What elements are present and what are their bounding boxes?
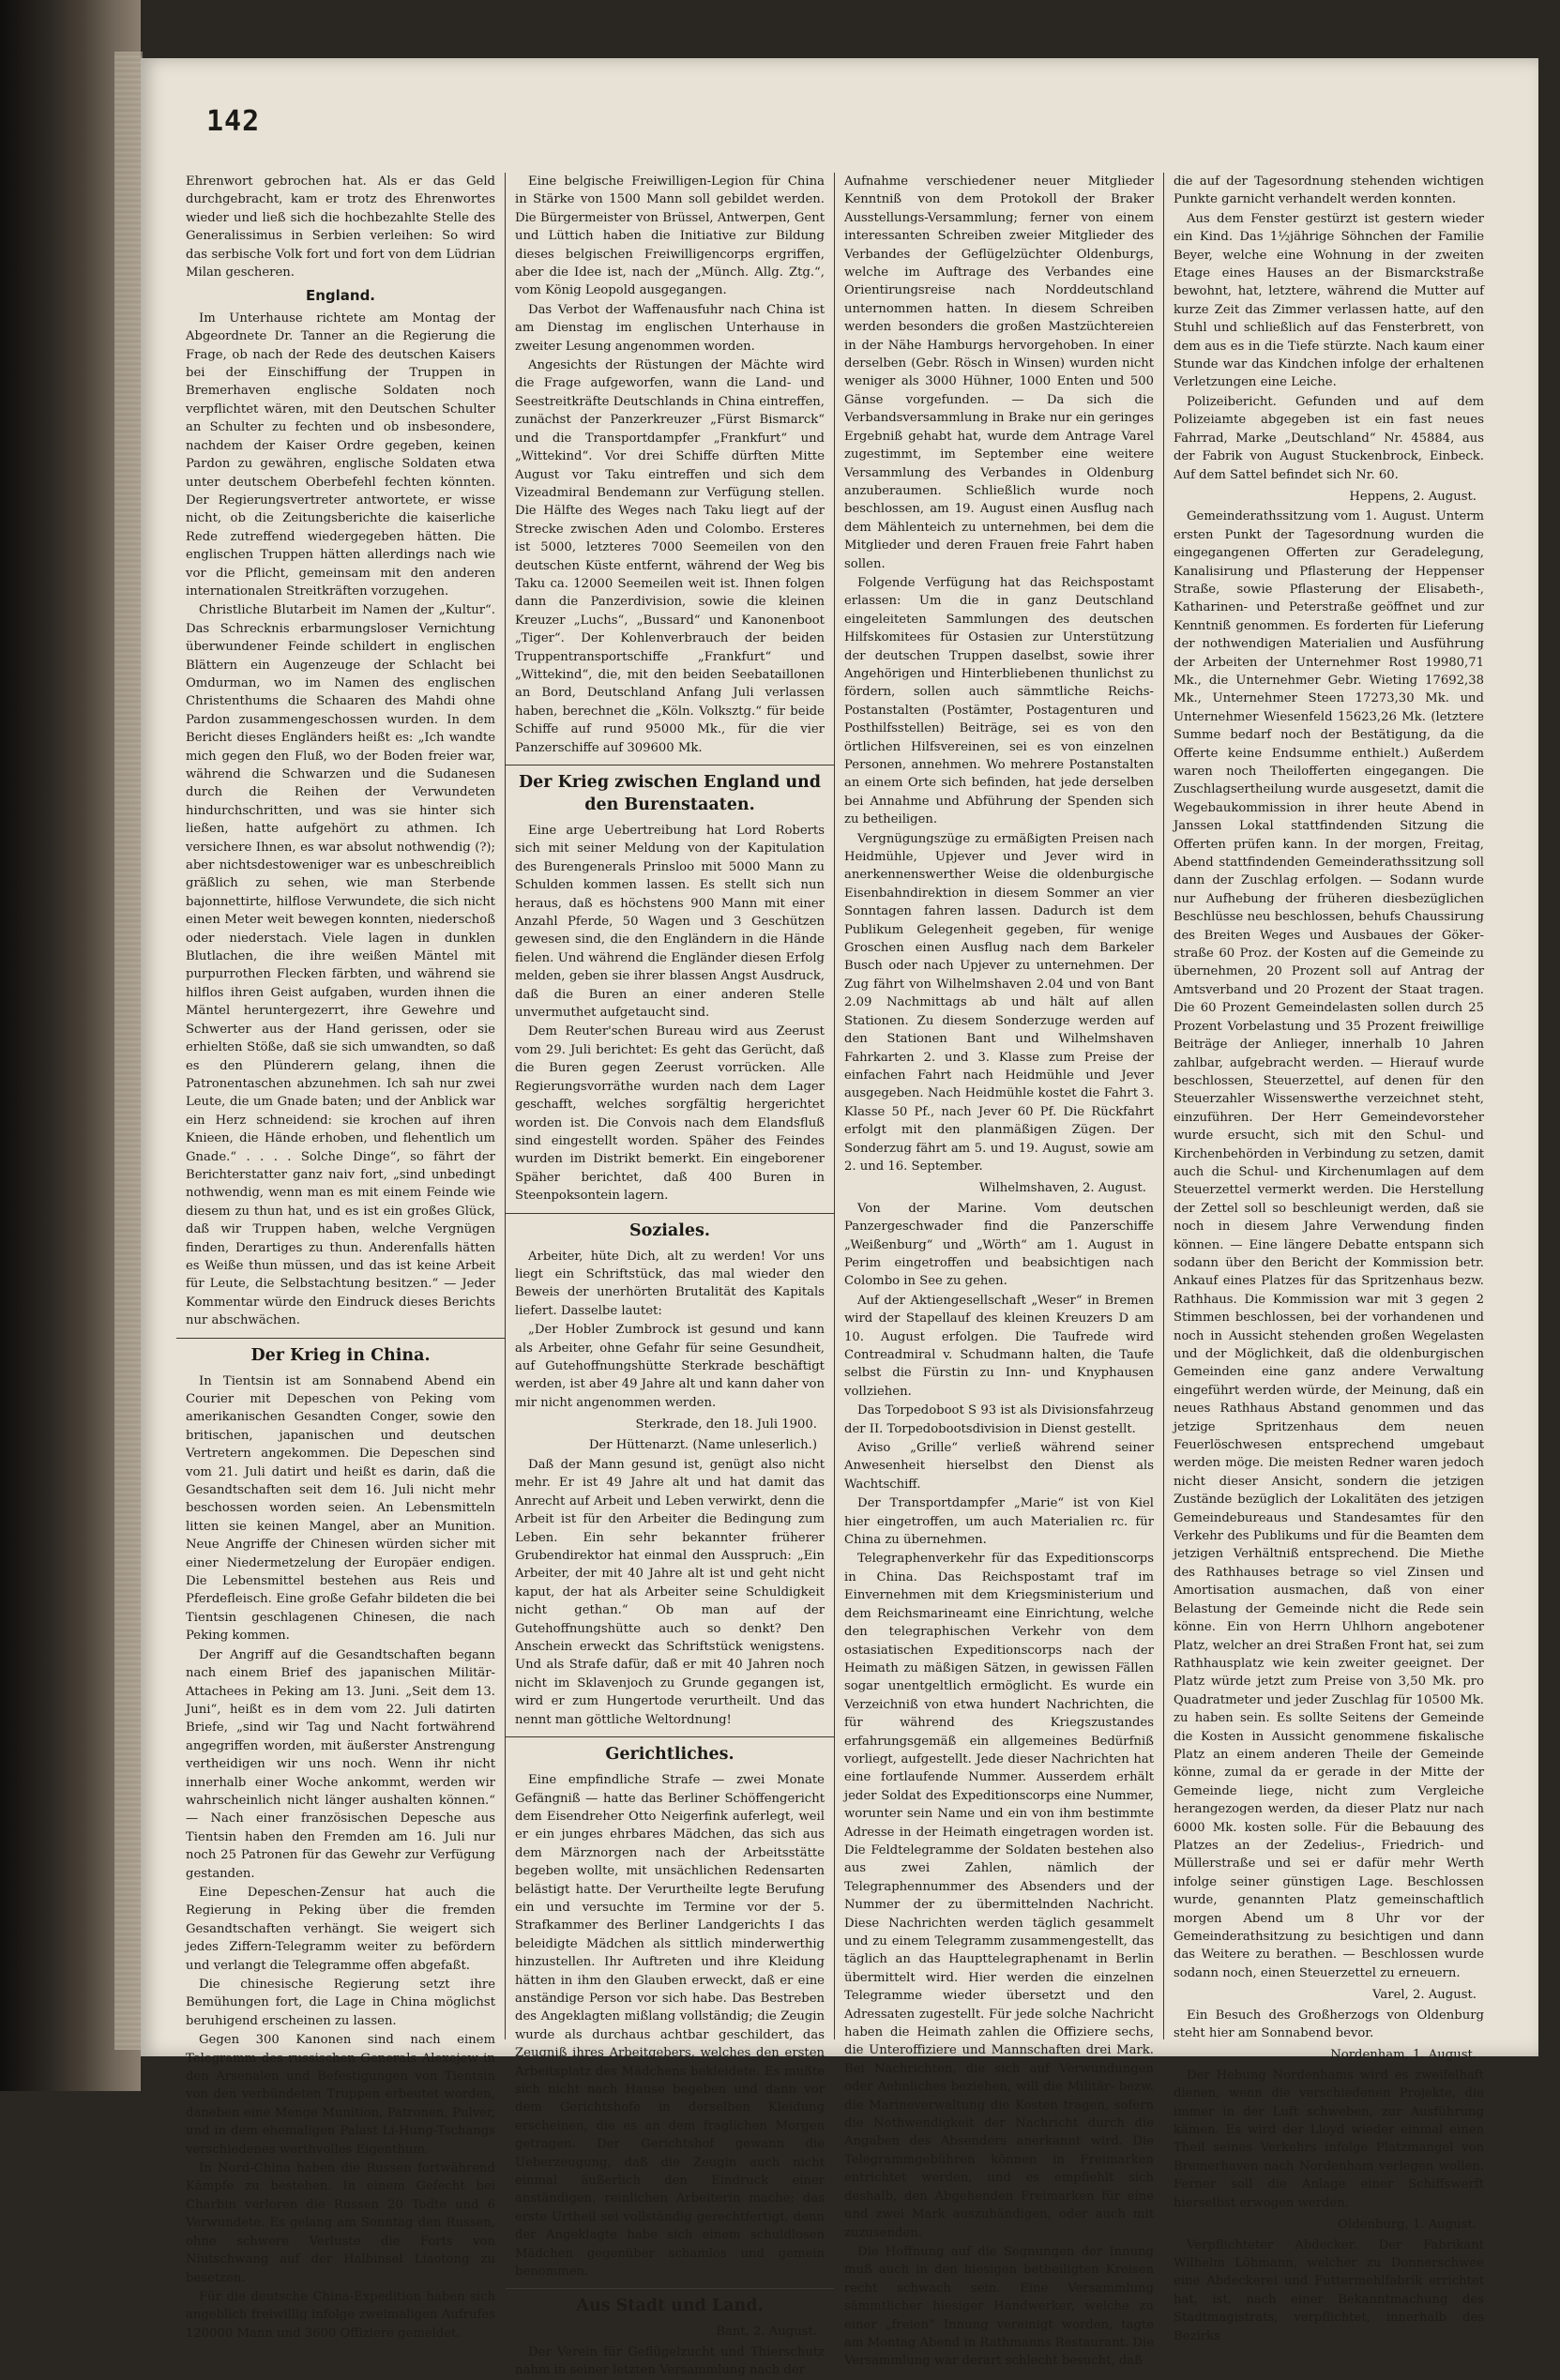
article-paragraph: Polizeibericht. Gefunden und auf dem Polizeiamte abgegeben ist ein fast neues Fahrrad, Marke „Deutschland“ Nr. 45884, aus der Fabrik von August Stuckenbrock, Einbeck. Auf dem Sattel befindet sich Nr. 60. [1174, 394, 1484, 482]
column-3 [835, 173, 1164, 2369]
article-paragraph: Arbeiter, hüte Dich, alt zu werden! Vor uns liegt ein Schriftstück, das mal wieder den Beweis der unerhörten Brutalität des Kapitals liefert. Dasselbe lautet: [515, 1249, 825, 1318]
article-paragraph: Angesichts der Rüstungen der Mächte wird die Frage aufgeworfen, wann die Land- und Seestreitkräfte Deutschlands in China eintreffen, zunächst der Panzerkreuzer „Fürst Bismarck“ und die Transportdampfer „Frankfurt“ und „Wittekind“. Vor drei Schiffe dürften Mitte August vor Taku eintreffen und sich dem Vizeadmiral Bendemann zur Verfügung stellen. Die Hälfte des Weges nach Taku liegt auf der Strecke zwischen Aden und Colombo. Ersteres ist 5000, letzteres 7000 Seemeilen von den deutschen Küste entfernt, während der Weg bis Taku ca. 12000 Seemeilen weit ist. Ihnen folgen dann die Panzerdivision, sowie die kleinen Kreuzer „Luchs“, „Bussard“ und Kanonenboot „Tiger“. Der Kohlenverbrauch der beiden Truppentransportschiffe „Frankfurt“ und „Wittekind“, die, mit den beiden Seebataillonen an Bord, Deutschland Anfang Juli verlassen haben, berechnet die „Köln. Volksztg.“ für beide Schiffe auf rund 95000 Mk., für die vier Panzerschiffe auf 309600 Mk. [515, 358, 825, 755]
column-rule [506, 1736, 834, 1737]
dateline: Bant, 2. August. [716, 2325, 817, 2340]
column-2 [506, 173, 835, 2378]
article-paragraph: Eine belgische Freiwilligen-Legion für China in Stärke von 1500 Mann soll gebildet werden. Die Bürgermeister von Brüssel, Antwerpen, Gent und Lüttich haben die Initiative zur Bildung dieses belgischen Freiwilligencorps ergriffen, aber die Idee ist, nach der „Münch. Allg. Ztg.“, vom König Leopold ausgegangen. [515, 174, 825, 298]
section-heading: Aus Stadt und Land. [576, 2297, 764, 2316]
article-paragraph: Der Verein für Geflügelzucht und Thierschutz nahm in seiner letzten Versammlung nach der [515, 2344, 825, 2378]
article-paragraph: Gemeinderathssitzung vom 1. August. Unterm ersten Punkt der Tagesordnung wurden die eingegangenen Offerten zur Geradelegung, Kanalisirung und Pflasterung der Heppenser Straße, sowie Pflasterung der Elisabeth-, Katharinen- und Peterstraße geöffnet und zur Kenntniß genommen. Es forderten für Lieferung der nothwendigen Materialien und Ausführung der Arbeiten der Unternehmer Rost 19980,71 Mk., die Unternehmer Gebr. Wieting 17692,38 Mk., Unternehmer Steen 17273,30 Mk. und Unternehmer Wiesenfeld 15623,26 Mk. (letztere Summe bedarf noch der Bestätigung, da die Offerte keine Endsumme enthielt.) Außerdem waren noch Theilofferten eingegangen. Die Zuschlagsertheilung wurde ausgesetzt, damit die Wegebaukommission in ihrer heute Abend in Janssen Lokal stattfindenden Sitzung die Offerten prüfen kann. In der morgen, Freitag, Abend stattfindenden Gemeinderathssitzung soll dann der Zuschlag erfolgen. — Sodann wurde nur Aufhebung der früheren diesbezüglichen Beschlüsse neu beschlossen, behufs Chaussirung des Breiten Weges und Ausbaues der Göker-straße 60 Proz. der Kosten auf die Gemeinde zu übernehmen, 20 Prozent soll auf Antrag der Amtsverband und 20 Prozent der Staat tragen. Die 60 Prozent Gemeindelasten sollen durch 25 Prozent Vorbelastung und 35 Prozent freiwillige Beiträge der Anlieger, innerhalb 10 Jahren zahlbar, aufgebracht werden. — Hierauf wurde beschlossen, Steuerzettel, auf denen für den Steuerzahler Wissenswerthe verzeichnet steht, einzuführen. Der Herr Gemeindevorsteher wurde ersucht, sich mit den Schul- und Kirchenbehörden in Verbindung zu setzen, damit auch die Schul- und Kirchenumlagen auf dem Steuerzettel vermerkt werden. Die Herstellung der Zettel soll so beschleunigt werden, daß sie noch in diesem Jahre Verwendung finden können. — Eine längere Debatte entspann sich sodann über den Bericht der Kommission betr. Ankauf eines Platzes für das Spritzenhaus bezw. Rathhaus. Die Kommission war mit 3 gegen 2 Stimmen beschlossen, bei der vorhandenen und noch in Aussicht stehenden großen Wegelasten und der Möglichkeit, daß die oldenburgischen Gemeinden eine ganz andere Verwaltung eingeführt werden würde, der Meinung, daß ein neues Rathhaus Abstand genommen und das jetzige Spritzenhaus dem neuen Feuerlöschwesen entsprechend umgebaut werden möge. Die meisten Redner waren jedoch nicht dieser Ansicht, sondern die jetzigen Zustände bezüglich der Lokalitäten des jetzigen Gemeindebureaus und Standesamtes für den Verkehr des Publikums und für die Beamten dem jetzigen Verhältniß entsprechend. Die Miethe des Rathhauses betrage so viel Zinsen und Amortisation ausmachen, daß von einer Belastung der Gemeinde nicht die Rede sein könne. Ein von Herrn Uhlhorn angebotener Platz, welcher an drei Straßen Front hat, sei zum Rathhausplatz wie kein zweiter geeignet. Der Platz würde jetzt zum Preise von 3,50 Mk. pro Quadratmeter und jeder Zuschlag für 10500 Mk. zu haben sein. Es sollte Seitens der Gemeinde die Kosten in Aussicht genommene fiskalische Platz an einem anderen Theile der Gemeinde könne, zumal da er gerade in der Mitte der Gemeinde liege, nicht zum Vergleiche herangezogen werden, da dieser Platz nur nach 6000 Mk. kosten solle. Für die Bebauung des Platzes an der Zedelius-, Friedrich- und Müllerstraße und sei er dafür mehr Werth infolge seiner günstigen Lage. Beschlossen wurde, genannten Platz gemeinschaftlich morgen Abend um 8 Uhr vor der Gemeinderathsitzung zu besichtigen und dann das Weitere zu berathen. — Beschlossen wurde sodann noch, einen Steuerzettel zu erneuern. [1174, 509, 1484, 1980]
article-paragraph: Aviso „Grille“ verließ während seiner Anwesenheit hierselbst den Dienst als Wachtschiff. [844, 1441, 1154, 1492]
text-columns [176, 173, 1494, 2378]
article-paragraph: Die chinesische Regierung setzt ihre Bemühungen fort, die Lage in China möglichst beruhigend erscheinen zu lassen. [186, 1978, 495, 2028]
dateline: Wilhelmshaven, 2. August. [978, 1181, 1146, 1196]
article-paragraph: Auf der Aktiengesellschaft „Weser“ in Bremen wird der Stapellauf des kleinen Kreuzers D am 10. August erfolgen. Die Taufrede wird Contreadmiral v. Schudmann halten, die Taufe selbst die Fürstin zu Inn- und Knyphausen vollziehen. [844, 1293, 1154, 1399]
article-paragraph: In Nord-China haben die Russen fortwährend Kämpfe zu bestehen. In einem Gefecht bei Charbin verloren die Russen 20 Todte und 6 Verwundete. Es gelang am Sonntag den Russen, ohne schwere Verluste die Forts von Niutschwang auf der Halbinsel Liaotong zu besetzen. [186, 2161, 495, 2285]
article-paragraph: „Der Hobler Zumbrock ist gesund und kann als Arbeiter, ohne Gefahr für seine Gesundheit, auf Gutehoffnungshütte Sterkrade beschäftigt werden, ist aber 49 Jahre alt und kann daher von mir nicht angenommen werden. [515, 1323, 825, 1410]
newspaper-page [141, 58, 1538, 2378]
dateline: Sterkrade, den 18. Juli 1900. [635, 1417, 817, 1433]
article-paragraph: Ein Besuch des Großherzogs von Oldenburg steht hier am Sonnabend bevor. [1174, 2008, 1484, 2041]
column-rule [176, 1338, 505, 1339]
column-4 [1164, 173, 1493, 2343]
article-paragraph: Eine arge Uebertreibung hat Lord Roberts sich mit seiner Meldung von der Kapitulation des Burengenerals Prinsloo mit 5000 Mann zu Schulden kommen lassen. Es stellt sich nun heraus, daß es höchstens 900 Mann mit einer Anzahl Pferde, 50 Wagen und 3 Geschützen gewesen sind, die den Engländern in die Hände fielen. Und während die Engländer diesen Erfolg melden, geben sie ihrer blassen Angst Ausdruck, daß die Buren an einer anderen Stelle unvermuthet aufgetaucht sind. [515, 824, 825, 1021]
article-paragraph: Christliche Blutarbeit im Namen der „Kultur“. Das Schrecknis erbarmungsloser Vernichtung überwundener Feinde schildert in englischen Blättern ein Augenzeuge der Schlacht bei Omdurman, wo im Namen des englischen Christenthums die Schaaren des Mahdi ohne Pardon zusammengeschossen wurden. In dem Bericht dieses Engländers heißt es: „Ich wandte mich gegen den Fluß, wo der Boden freier war, während die Schwarzen und die Sudanesen durch die Reihen der Verwundeten hindurchschritten, und was sie hinter sich ließen, hatte aufgehört zu athmen. Ich versichere Ihnen, es war absolut nothwendig (?); aber nichtsdestoweniger war es unbeschreiblich gräßlich zu sehen, wie man Sterbende bajonnettirte, hilflose Verwundete, die sich nicht einen Meter weit bewegen konnten, niederschoß oder niederstach. Viele lagen in dunklen Blutlachen, die ihre weißen Mäntel mit purpurrothen Flecken färbten, und während sie hilflos ihren Geist aufgaben, wurden ihnen die Mäntel heruntergezerrt, ihre Gewehre und Schwerter aus der Hand gerissen, oder sie erhielten Stöße, daß sie sich umwandten, so daß es den Plünderern gelang, ihnen die Patronentaschen abzunehmen. Ich sah nur zwei Leute, die um Gnade baten; und der Anblick war ein Herz schneidend: sie krochen auf ihren Knieen, die Hände erhoben, und flehentlich um Gnade.“ . . . . Solche Dinge“, so fährt der Berichterstatter ganz naiv fort, „sind unbedingt nothwendig, wenn man es mit einem Feinde wie diesem zu thun hat, und es ist ein großes Glück, daß wir Truppen haben, welche Vergnügen finden, Derartiges zu thun. Anderenfalls hätten es Weiße thun müssen, und das ist keine Arbeit für Leute, die Selbstachtung besitzen.“ — Jeder Kommentar würde den Eindruck dieses Berichts nur abschwächen. [186, 603, 495, 1328]
article-paragraph: Im Unterhause richtete am Montag der Abgeordnete Dr. Tanner an die Regierung die Frage, ob nach der Rede des deutschen Kaisers bei der Einschiffung der Truppen in Bremerhaven englische Soldaten noch verpflichtet wären, mit den Deutschen Schulter an Schulter zu fechten und ob insbesondere, nachdem der Kaiser Ordre gegeben, keinen Pardon zu gewähren, englische Soldaten etwa unter deutschem Oberbefehl fechten könnten. Der Regierungsvertreter antwortete, er wisse nicht, ob die Zeitungsberichte die kaiserliche Rede zutreffend wiedergegeben hätten. Die englischen Truppen hätten allerdings nach wie vor die Pflicht, gemeinsam mit den anderen internationalen Streitkräften vorzugehen. [186, 311, 495, 599]
article-paragraph: Von der Marine. Vom deutschen Panzergeschwader find die Panzerschiffe „Weißenburg“ und „Wörth“ am 1. August in Perim eingetroffen und beabsichtigen nach Colombo in See zu gehen. [844, 1201, 1154, 1289]
article-paragraph: Das Torpedoboot S 93 ist als Divisionsfahrzeug der II. Torpedobootsdivision in Dienst gestellt. [844, 1403, 1154, 1436]
article-paragraph: Folgende Verfügung hat das Reichspostamt erlassen: Um die in ganz Deutschland eingeleiteten Sammlungen des deutschen Hilfskomitees für Ostasien zur Unterstützung der deutschen Truppen daselbst, sowie ihrer Angehörigen und Hinterbliebenen thunlichst zu fördern, sollen auch sämmtliche Reichs-Postanstalten (Postämter, Postagenturen und Posthilfsstellen) Beiträge, sei es von den örtlichen Hilfsvereinen, sei es von einzelnen Personen, annehmen. Wo mehrere Postanstalten an einem Orte sich befinden, hat jede derselben bei Annahme und Abführung der Spenden sich zu betheiligen. [844, 575, 1154, 827]
signature-line: Der Hüttenarzt. (Name unleserlich.) [588, 1437, 817, 1452]
article-paragraph: Das Verbot der Waffenausfuhr nach China ist am Dienstag im englischen Unterhause in zweiter Lesung angenommen worden. [515, 302, 825, 354]
article-paragraph: In Tientsin ist am Sonnabend Abend ein Courier mit Depeschen von Peking vom amerikanischen Gesandten Conger, sowie den britischen, japanischen und deutschen Vertretern angekommen. Die Depeschen sind vom 21. Juli datirt und heißt es darin, daß die Gesandtschaften seit dem 16. Juli nicht mehr beschossen worden seien. An Lebensmitteln litten sie keinen Mangel, aber an Munition. Neue Angriffe der Chinesen würden sicher mit einer Niedermetzelung der Europäer endigen. Die Lebensmittel bestehen aus Reis und Pferdefleisch. Eine große Gefahr bildeten die bei Tientsin geschlagenen Chinesen, die nach Peking kommen. [186, 1373, 495, 1644]
page-number: 142 [206, 105, 261, 138]
section-heading: England. [305, 287, 376, 305]
article-paragraph: Eine empfindliche Strafe — zwei Monate Gefängniß — hatte das Berliner Schöffengericht dem Eisendreher Otto Neigerfink auferlegt, weil er ein junges ehrbares Mädchen, das sich aus dem Märznorgen nach der Arbeitsstätte begeben wollte, mit unsächlichen Redensarten belästigt hatte. Der Verurtheilte legte Berufung ein und versuchte im Termine vor der 5. Strafkammer des Berliner Landgerichts I das beleidigte Mädchen als sittlich minderwerthig hinzustellen. Ihr Auftreten und ihre Kleidung hätten in ihm den Glauben erweckt, daß er eine anständige Person vor sich habe. Das Bestreben des Angeklagten mißlang vollständig; die Zeugin wurde als durchaus achtbar geschildert, das Zeugniß ihres Arbeitgebers, welches den ersten Arbeitsplatz des Mädchens bekleidete. Es mußte sich nicht nach Hause begeben und dann vor dem Gerichtshofe in derselben Kleidung erscheinen, die es an dem fraglichen Morgen getragen. Der Gerichtshof gewann die Ueberzeugung, daß die Zeugin auch nicht einmal äußerlich den Eindruck einer anständigen, reinlichen Arbeiterin mache; das erste Urtheil sei vollständig gerechtfertigt, denn der Angeklagte habe sich einem schuldlosen Mädchen gegenüber schamlos und gemein benommen. [515, 1773, 825, 2280]
article-paragraph: Der Hebung Nordenhams wird es zweifelhaft dienen, wenn die verschiedenen Projekte, die immer in der Luft schweben, zur Ausführung kämen. Es wird der Lloyd wieder einmal einen Theil seines Verkehrs infolge Platzmangel von Bremerhaven nach Nordenham verlegen wollen. Ferner soll die Anlage einer Schiffswerft hierselbst erwogen werden. [1174, 2068, 1484, 2210]
article-paragraph: Daß der Mann gesund ist, genügt also nicht mehr. Er ist 49 Jahre alt und hat damit das Anrecht auf Arbeit und Leben verwirkt, denn die Arbeit ist für den Arbeiter die Bedingung zum Leben. Ein sehr bekannter früherer Grubendirektor hat einmal den Ausspruch: „Ein Arbeiter, der mit 40 Jahre alt ist und geht nicht kaput, der hat als Arbeiter seine Schuldigkeit nicht gethan.“ Ob man auf der Gutehoffnungshütte auch so denkt? Den Anschein erweckt das Schriftstück wenigstens. Und als Strafe dafür, daß er mit 40 Jahren noch nicht im Sklavenjoch zu Grunde gegangen ist, wird er zum Hungertode verurtheilt. Und das nennt man göttliche Weltordnung! [515, 1458, 825, 1727]
section-heading: Der Krieg in China. [250, 1345, 431, 1365]
article-paragraph: Dem Reuter'schen Bureau wird aus Zeerust vom 29. Juli berichtet: Es geht das Gerücht, daß die Buren gegen Zeerust vorrücken. Alle Regierungsvorräthe wurden nach dem Lager geschafft, welches sorgfältig hergerichtet worden ist. Die Convois nach dem Elandsfluß sind eingestellt worden. Späher des Feindes wurden im Distrikt bemerkt. Ein eingeborener Späher berichtet, daß 400 Buren in Steenpoksontein lagern. [515, 1024, 825, 1204]
column-rule [506, 2288, 834, 2289]
page-stack-edge [114, 52, 143, 2050]
article-paragraph: Aus dem Fenster gestürzt ist gestern wieder ein Kind. Das 1½jährige Söhnchen der Familie Beyer, welche eine Wohnung in der zweiten Etage eines Hauses an der Bismarckstraße bewohnt, hat, letztere, während die Mutter auf kurze Zeit das Zimmer verlassen hatte, auf den Stuhl und schließlich auf das Fensterbrett, von dem aus es in die Tiefe stürzte. Nach kaum einer Stunde war das Kindchen infolge der erhaltenen Verletzungen eine Leiche. [1174, 211, 1484, 390]
article-paragraph: Telegraphenverkehr für das Expeditionscorps in China. Das Reichspostamt traf im Einvernehmen mit dem Kriegsministerium und dem Reichsmarineamt eine Einrichtung, welche den telegraphischen Verkehr von dem ostasiatischen Expeditionscorps nach der Heimath zu mäßigen Sätzen, in gewissen Fällen sogar unentgeltlich ermöglicht. Es wurde ein Verzeichniß von etwa hundert Nachrichten, die für während des Kriegszustandes erfahrungsgemäß ein allgemeines Bedürfniß vorliegt, aufgestellt. Jede dieser Nachrichten hat eine fortlaufende Nummer. Ausserdem erhält jeder Soldat des Expeditionscorps eine Nummer, worunter sein Name und ein von ihm bestimmte Adresse in der Heimath eingetragen worden ist. Die Feldtelegramme der Soldaten bestehen also aus zwei Zahlen, nämlich der Telegraphennummer des Absenders und der Nummer der zu übermittelnden Nachricht. Diese Nachrichten werden täglich gesammelt und zu einem Telegramm zusammengestellt, das täglich an das Haupttelegraphenamt in Berlin übermittelt wird. Hier werden die einzelnen Telegramme wieder übersetzt und den Adressaten zugestellt. Für jede solche Nachricht haben die Heimath zahlen die Offiziere sechs, die Unteroffiziere und Mannschaften drei Mark. Bei Nachrichten, die sich auf Verwundungen oder Aehnliches beziehen, will die Militär- bezw. die Marineverwaltung die Kosten tragen, sofern die Nothwendigkeit der Nachricht durch die Angaben des Absenders anerkannt wird. Die Telegrammgebühren können in Freimarken entrichtet werden, und es empfiehlt sich deshalb, den Abgehenden Freimarken für eine und zwei Mark auszuhändigen, oder auch mit zuzusenden. [844, 1552, 1154, 2240]
article-paragraph: Vergnügungszüge zu ermäßigten Preisen nach Heidmühle, Upjever und Jever wird in anerkennenswerther Weise die oldenburgische Eisenbahndirektion in diesem Sommer an vier Sonntagen fahren lassen. Dadurch ist dem Publikum Gelegenheit gegeben, für wenige Groschen einen Ausflug nach dem Barkeler Busch oder nach Upjever zu unternehmen. Der Zug fährt von Wilhelmshaven 2.04 und von Bant 2.09 Nachmittags ab und hält auf allen Stationen. Zu diesem Sonderzuge werden auf den Stationen Bant und Wilhelmshaven Fahrkarten 2. und 3. Klasse zum Preise der einfachen Fahrt nach Heidmühle und Jever ausgegeben. Nach Heidmühle kostet die Fahrt 3. Klasse 50 Pf., nach Jever 60 Pf. Die Rückfahrt erfolgt mit den planmäßigen Zügen. Der Sonderzug fährt am 5. und 19. August, sowie am 2. und 16. September. [844, 831, 1154, 1174]
section-heading: Der Krieg zwischen England und den Burenstaaten. [518, 773, 821, 814]
article-paragraph: die auf der Tagesordnung stehenden wichtigen Punkte garnicht verhandelt werden konnten. [1174, 174, 1484, 207]
section-heading: Gerichtliches. [605, 1745, 735, 1765]
column-1 [176, 173, 506, 2341]
dateline: Nordenham, 1. August. [1330, 2048, 1477, 2063]
article-paragraph: Aufnahme verschiedener neuer Mitglieder Kenntniß von dem Protokoll der Braker Ausstellungs-Versammlung; ferner von einem interessanten Schreiben zweier Mitglieder des Verbandes der Geflügelzüchter Oldenburgs, welche im Auftrage des Verbandes eine Orientirungsreise nach Norddeutschland unternommen hatten. In diesem Schreiben werden besonders die großen Mastzüchtereien in der Nähe Hamburgs hervorgehoben. In einer derselben (Gebr. Rösch in Winsen) wurden nicht weniger als 3000 Hühner, 1000 Enten und 500 Gänse vorgefunden. — Da sich die Verbandsversammlung in Brake nur ein geringes Ergebniß gehabt hat, wurde dem Antrage Varel zugestimmt, im September eine weitere Versammlung des Verbandes in Oldenburg anzuberaumen. Schließlich wurde noch beschlossen, am 19. August einen Ausflug nach dem Mählenteich zu unternehmen, bei dem die Mitglieder und deren Frauen freie Fahrt haben sollen. [844, 174, 1154, 571]
column-rule [506, 765, 834, 766]
article-paragraph: Der Angriff auf die Gesandtschaften begann nach einem Brief des japanischen Militär-Attachees in Peking am 13. Juni. „Seit dem 13. Juni“, heißt es in dem vom 22. Juli datirten Briefe, „sind wir Tag und Nacht fortwährend angegriffen worden, mit äußerster Anstrengung vertheidigen wir uns noch. Wenn ihr nicht innerhalb einer Woche ankommt, werden wir wahrscheinlich nicht länger aushalten können.“ — Nach einer französischen Depesche aus Tientsin haben den Fremden am 16. Juli nur noch 25 Patronen für das Gewehr zur Verfügung gestanden. [186, 1647, 495, 1881]
article-paragraph: Eine Depeschen-Zensur hat auch die Regierung in Peking über die fremden Gesandtschaften verhängt. Sie weigert sich jedes Ziffern-Telegramm weiter zu befördern und verlangt die Telegramme offen abgefaßt. [186, 1885, 495, 1973]
dateline: Heppens, 2. August. [1349, 489, 1477, 504]
article-paragraph: Verpflichteter Abdecker. Der Fabrikant Wilhelm Löhmann, welcher zu Donnerschwee eine Abdeckerei und Futtermehlfabrik errichtet hat, ist, nach einer Bekanntmachung des Stadtmagistrats, verpflichtet, innerhalb des Bezirks [1174, 2237, 1484, 2343]
article-paragraph: Ehrenwort gebrochen hat. Als er das Geld durchgebracht, kam er trotz des Ehrenwortes wieder und ließ sich die hochbezahlte Stelle des Generalissimus in Serbien verleihen: So wird das serbische Volk fort und fort von dem Lüdrian Milan gescheren. [186, 174, 495, 280]
dateline: Oldenburg, 1. August. [1338, 2218, 1477, 2233]
dateline: Varel, 2. August. [1372, 1988, 1477, 2003]
article-paragraph: Gegen 300 Kanonen sind nach einem Telegramm des russischen Generals Alexejew in den Arsenalen und Befestigungen von Tientsin von den verbündeten Truppen erbeutet worden, daneben eine Menge Munition, Patronen, Pulver, und in dem ehemaligen Palast Li-Hung-Tschangs verschiedenes werthvolles Eigenthum. [186, 2033, 495, 2157]
section-heading: Soziales. [629, 1220, 710, 1240]
article-paragraph: Der Transportdampfer „Marie“ ist von Kiel hier eingetroffen, um auch Materialien rc. für China zu übernehmen. [844, 1496, 1154, 1548]
article-paragraph: Die Hoffnung auf die Segnungen der Innung muß auch in den hiesigen betheiligten Kreisen recht schwach sein. Eine Versammlung sämmtlicher hiesiger Handwerker, welche zu einer „freien“ Innung vereinigt worden, tagte am Montag Abend in Rathmanns Restaurant. Die Versammlung war derart schlecht besucht, daß [844, 2244, 1154, 2369]
article-paragraph: Für die deutsche China-Expedition haben sich angeblich freiwillig infolge zweimaligen Aufrufes 120000 Mann und 3600 Offiziere gemeldet. [186, 2289, 495, 2341]
column-rule [506, 1213, 834, 1214]
